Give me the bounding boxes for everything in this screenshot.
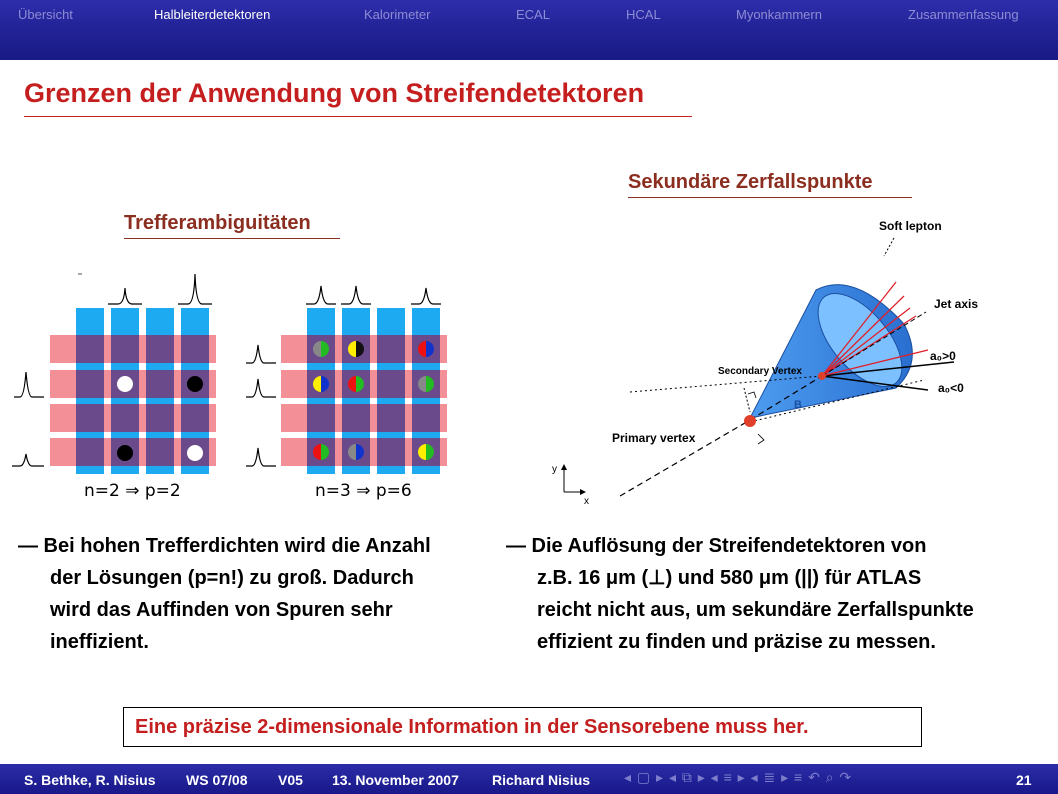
label-x-axis: x [584, 496, 589, 507]
label-secondary-vertex: Secondary Vertex [718, 366, 802, 377]
bullet-left-line-3: wird das Auffinden von Spuren sehr [50, 599, 393, 621]
heading-trefferambiguitaeten: Trefferambiguitäten [124, 212, 311, 234]
nav-item-uebersicht[interactable]: Übersicht [18, 7, 73, 22]
strip-grid-left [12, 274, 216, 474]
nav-item-myonkammern[interactable]: Myonkammern [736, 7, 822, 22]
bullet-left-line-2: der Lösungen (p=n!) zu groß. Dadurch [50, 567, 414, 589]
footer-bar [0, 764, 1058, 794]
conclusion-text: Eine präzise 2-dimensionale Information in der Sensorebene muss her. [135, 716, 809, 738]
strip-grid-right [246, 286, 447, 474]
strip-ambiguity-diagram [0, 260, 470, 480]
bullet-right-line-4: effizient zu finden und präzise zu messen. [537, 631, 936, 653]
footer-authors: S. Bethke, R. Nisius [24, 772, 156, 788]
nav-item-zusammenfassung[interactable]: Zusammenfassung [908, 7, 1019, 22]
label-soft-lepton: Soft lepton [879, 219, 942, 233]
title-underline [24, 116, 692, 117]
secondary-vertex-diagram [544, 212, 984, 508]
bullet-left-line-4: ineffizient. [50, 631, 149, 653]
beamer-navigation-icons[interactable]: ◂ ▢ ▸ ◂ ⧉ ▸ ◂ ≡ ▸ ◂ ≣ ▸ ≡ ↶ ⌕ ↷ [624, 769, 853, 785]
bullet-right-line-1: — Die Auflösung der Streifendetektoren von [506, 535, 927, 557]
formula-n3-p6: n=3 ⇒ p=6 [315, 481, 412, 501]
bullet-left [18, 530, 431, 658]
heading-left-underline [124, 238, 340, 239]
label-a0-positive: a₀>0 [930, 349, 956, 363]
bullet-left-line-1: — Bei hohen Trefferdichten wird die Anzahl [18, 535, 431, 557]
footer-date: 13. November 2007 [332, 772, 459, 788]
heading-right-underline [628, 197, 912, 198]
bullet-right [506, 530, 974, 658]
heading-sekundaere-zerfallspunkte: Sekundäre Zerfallspunkte [628, 171, 873, 193]
nav-item-halbleiterdetektoren[interactable]: Halbleiterdetektoren [154, 7, 271, 22]
nav-item-ecal[interactable]: ECAL [516, 7, 550, 22]
top-navigation-bar [0, 0, 1058, 60]
bullet-right-line-3: reicht nicht aus, um sekundäre Zerfallspunkte [537, 599, 974, 621]
label-y-axis: y [552, 464, 557, 475]
conclusion-box [123, 707, 922, 747]
footer-presenter: Richard Nisius [492, 772, 591, 788]
formula-n2-p2: n=2 ⇒ p=2 [84, 481, 181, 501]
label-b: B [794, 399, 802, 411]
nav-item-hcal[interactable]: HCAL [626, 7, 661, 22]
footer-lecture: V05 [278, 772, 303, 788]
footer-page-number: 21 [1016, 772, 1032, 788]
slide-title: Grenzen der Anwendung von Streifendetektoren [24, 78, 645, 108]
label-a0-negative: a₀<0 [938, 381, 964, 395]
nav-item-kalorimeter[interactable]: Kalorimeter [364, 7, 431, 22]
bullet-right-line-2: z.B. 16 μm (⊥) und 580 μm (||) für ATLAS [537, 567, 922, 589]
label-primary-vertex: Primary vertex [612, 431, 696, 445]
label-jet-axis: Jet axis [934, 297, 979, 311]
footer-semester: WS 07/08 [186, 772, 248, 788]
